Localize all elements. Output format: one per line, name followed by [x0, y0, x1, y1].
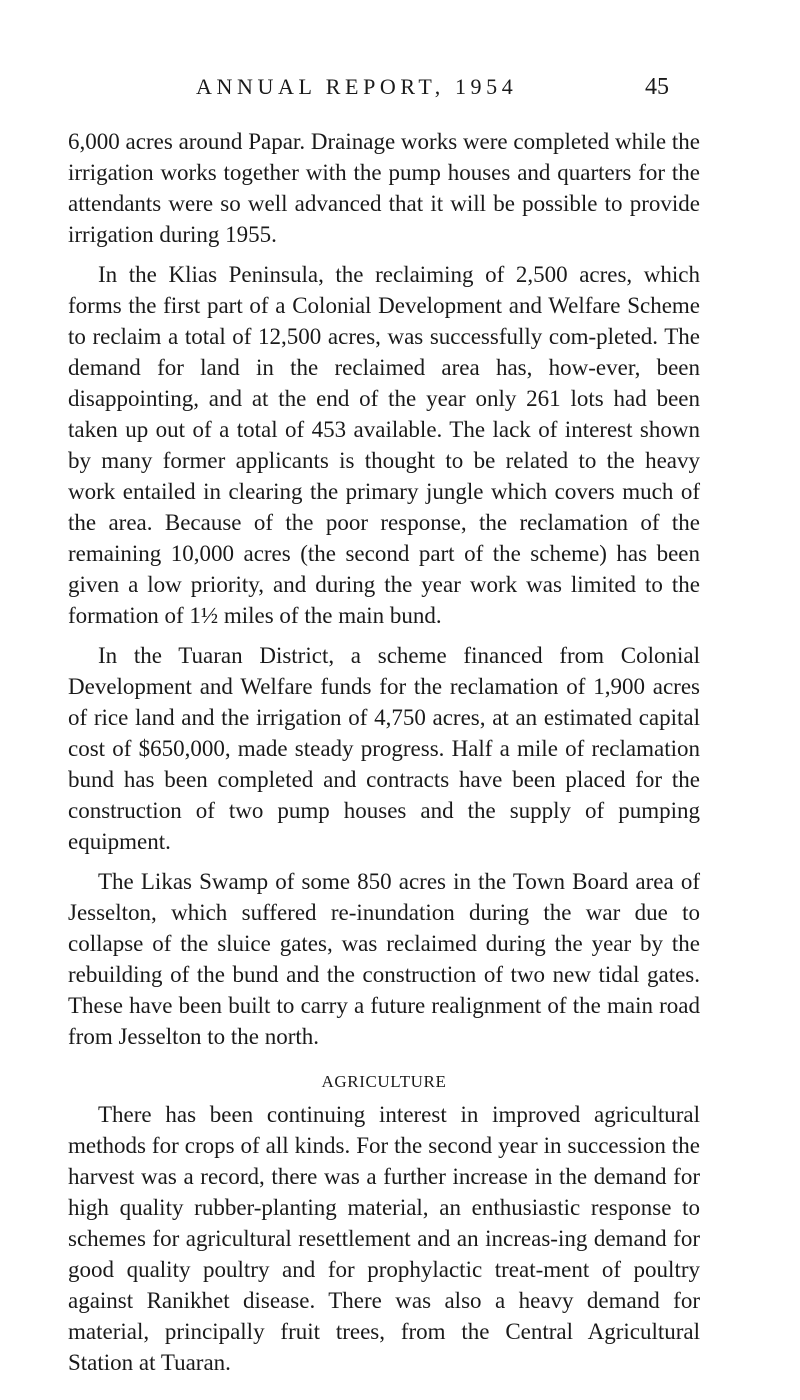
section-heading-agriculture: AGRICULTURE	[321, 1072, 447, 1091]
paragraph-agriculture: There has been continuing interest in improved agricultural methods for crops of all kinds. For the second year in succession the harvest was a record, there was a further increase in the demand for high quality rubber-planting material, an enthusiastic response to schemes for agricultural resettlement and an increas-ing demand for good quality poultry and for prophylactic treat-ment of poultry against Ranikhet disease. There was also a heavy demand for material, principally fruit trees, from the Central Agricultural Station at Tuaran.	[68, 1102, 700, 1375]
page-number: 45	[645, 74, 669, 100]
paragraph-tuaran-district: In the Tuaran District, a scheme financed from Colonial Development and Welfare funds for the reclamation of 1,900 acres of rice land and the irrigation of 4,750 acres, at an estimated capital cost of $650,000, made steady progress. Half a mile of reclamation bund has been completed and contracts have been placed for the construction of two pump houses and the supply of pumping equipment.	[68, 643, 700, 854]
paragraph-klias-peninsula: In the Klias Peninsula, the reclaiming of 2,500 acres, which forms the first part of a Colonial Development and Welfare Scheme to reclaim a total of 12,500 acres, was successfully com-pleted. The demand for land in the reclaimed area has, how-ever, been disappointing, and at the end of the year only 261 lots had been taken up out of a total of 453 available. The lack of interest shown by many former applicants is thought to be related to the heavy work entailed in clearing the primary jungle which covers much of the area. Because of the poor response, the reclamation of the remaining 10,000 acres (the second part of the scheme) has been given a low priority, and during the year work was limited to the formation of 1½ miles of the main bund.	[68, 262, 700, 628]
running-title: ANNUAL REPORT, 1954	[196, 74, 518, 99]
paragraph-papar-drainage: 6,000 acres around Papar. Drainage works were completed while the irrigation works together with the pump houses and quarters for the attendants were so well advanced that it will be possible to provide irrigation during 1955.	[68, 129, 700, 247]
body-text	[68, 126, 700, 1378]
paragraph-likas-swamp: The Likas Swamp of some 850 acres in the Town Board area of Jesselton, which suffered re-inundation during the war due to collapse of the sluice gates, was reclaimed during the year by the rebuilding of the bund and the construction of two new tidal gates. These have been built to carry a future realignment of the main road from Jesselton to the north.	[68, 869, 700, 1049]
